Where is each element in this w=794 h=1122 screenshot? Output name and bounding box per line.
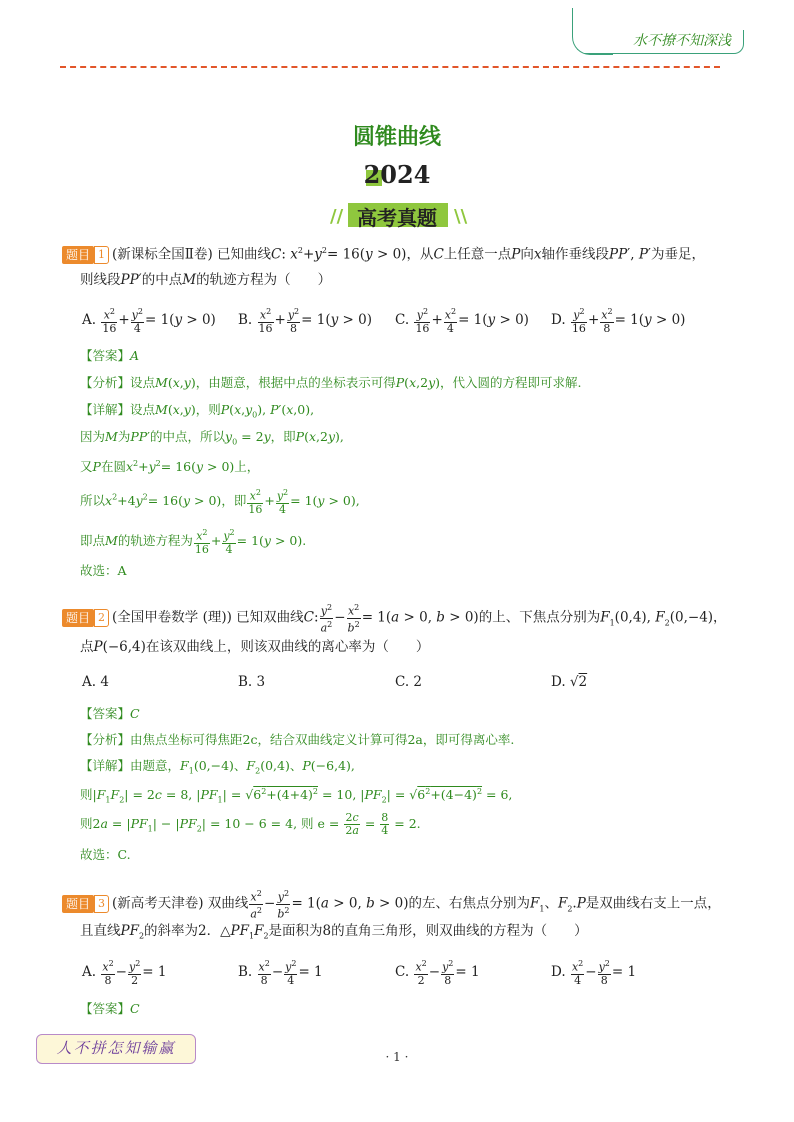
question-number: 1 [94,246,109,264]
page-number: · 1 · [385,1050,409,1064]
q3-answer: 【答案】C [80,1001,140,1016]
question-badge: 题目 [62,246,94,264]
question-1-line-2: 则线段PP′的中点M的轨迹方程为（ ） [80,272,332,288]
document-title: 圆锥曲线 [352,125,441,150]
q3-option-c[interactable]: C. $\frac{x^2}{2}$ − $\frac{y^2}{8}$ = 1 [395,959,480,987]
q2-choose: 故选：C. [80,847,131,862]
q1-detail-2: 因为M为PP′的中点，所以$y_0 = 2y$，即P(x,2y), [80,429,344,447]
q2-analysis: 【分析】由焦点坐标可得焦距2c，结合双曲线定义计算可得2a，即可得离心率. [80,732,515,747]
q1-detail-3: 又P在圆$x^2+y^2= 16(y > 0)$上， [80,459,260,475]
question-3-line-1: 题目 3 (新高考天津卷) 双曲线 $\frac{x^2}{a^2}$ − $\frac{y^2}{b^2}$ = 1(a > 0, b > 0)的左、右焦点分别为$F_1$、$F_2.P$是双曲线右支上一点， [62,888,721,920]
q1-detail-1: 【详解】设点M(x,y)，则$P(x,y_0)$, P′(x,0), [80,402,315,420]
section-heading: 高考真题 [357,206,437,230]
question-1-line-1: 题目 1 (新课标全国Ⅱ卷) 已知曲线C: $x^2+y^2= 16(y > 0)$，从C上任意一点P向x轴作垂线段PP′, P′为垂足， [62,242,705,264]
q1-analysis: 【分析】设点M(x,y)，由题意，根据中点的坐标表示可得P(x,2y)，代入圆的方程即可求解. [80,375,582,390]
header-motto: 水不撩不知深浅 [584,30,744,54]
q3-option-d[interactable]: D. $\frac{x^2}{4}$ − $\frac{y^2}{8}$ = 1 [551,959,637,987]
q1-answer: 【答案】A [80,348,140,363]
q2-detail-1: 【详解】由题意，$F_1(0,-4)$、$F_2(0,4)$、P(−6,4), [80,758,355,776]
header-dashed-rule [60,66,720,68]
q2-detail-3: 则$2a = |PF_1| - |PF_2| = 10 - 6 = 4$, 则 e = $\frac{2c}{2a}$ = $\frac{8}{4}$ = 2. [80,811,421,837]
year-label: 2024 [363,160,431,189]
question-number: 2 [94,609,109,627]
q1-detail-4: 所以$x^2+4y^2= 16(y > 0)$，即 $\frac{x^2}{16}$ + $\frac{y^2}{4}$ = 1(y > 0), [80,488,360,516]
footer-motto: 人不拼怎知输赢 [36,1034,196,1064]
q3-option-b[interactable]: B. $\frac{x^2}{8}$ − $\frac{y^2}{4}$ = 1 [238,959,323,987]
q2-option-a[interactable]: A. 4 [82,674,109,690]
question-badge: 题目 [62,609,94,627]
question-2-line-1: 题目 2 (全国甲卷数学 (理)) 已知双曲线C: $\frac{y^2}{a^2}$ − $\frac{x^2}{b^2}$ = 1(a > 0, b > 0)的上、下焦点分别为$F_1(0,4)$, $F_2(0,-4)$， [62,602,727,634]
q3-option-a[interactable]: A. $\frac{x^2}{8}$ − $\frac{y^2}{2}$ = 1 [82,959,167,987]
q2-option-c[interactable]: C. 2 [395,674,423,690]
q1-detail-5: 即点M的轨迹方程为 $\frac{x^2}{16}$ + $\frac{y^2}{4}$ = 1(y > 0). [80,528,307,556]
q1-option-a[interactable]: A. $\frac{x^2}{16}$ + $\frac{y^2}{4}$ = 1(y > 0) [82,307,216,335]
q2-option-b[interactable]: B. 3 [238,674,266,690]
q1-option-d[interactable]: D. $\frac{y^2}{16}$ + $\frac{x^2}{8}$ = 1(y > 0) [551,307,686,335]
slash-decoration-left: // [330,206,344,227]
question-number: 3 [94,895,109,913]
q1-option-b[interactable]: B. $\frac{x^2}{16}$ + $\frac{y^2}{8}$ = 1(y > 0) [238,307,372,335]
q1-choose: 故选：A [80,563,127,578]
q1-option-c[interactable]: C. $\frac{y^2}{16}$ + $\frac{x^2}{4}$ = 1(y > 0) [395,307,529,335]
q2-option-d[interactable]: D. √2 [551,674,588,690]
question-badge: 题目 [62,895,94,913]
question-3-line-2: 且直线$PF_2$的斜率为2．$\triangle PF_1F_2$是面积为8的直角三角形，则双曲线的方程为（ ） [80,923,588,941]
q2-detail-2: 则$|F_1F_2| = 2c = 8$, $|PF_1| = √6^2+(4+4)^2 = 10$, $|PF_2| = √6^2+(4-4)^2 = 6$, [80,787,513,805]
slash-decoration-right: \\ [454,206,468,227]
question-2-line-2: 点P(−6,4)在该双曲线上，则该双曲线的离心率为（ ） [80,639,430,655]
q2-answer: 【答案】C [80,706,140,721]
